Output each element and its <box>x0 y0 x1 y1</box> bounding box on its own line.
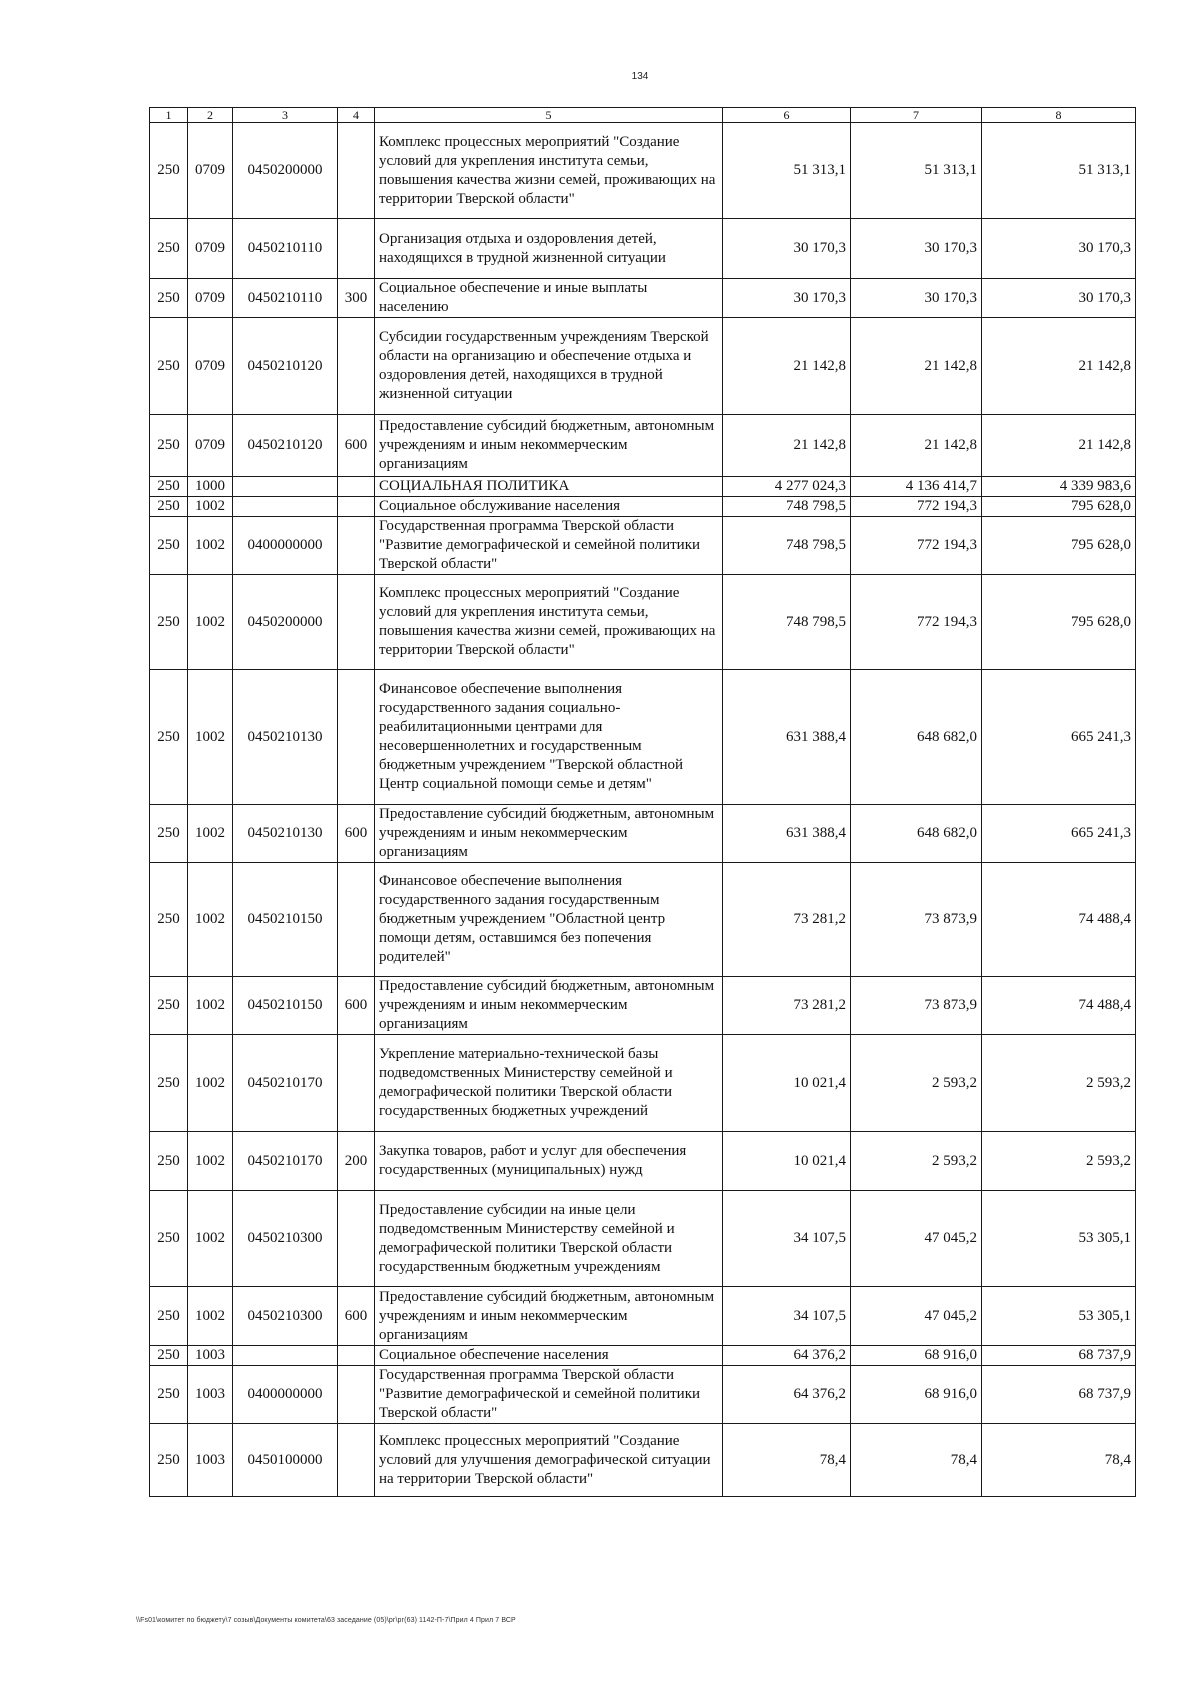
cell-amount-year-1: 64 376,2 <box>723 1346 851 1366</box>
cell-description: Предоставление субсидий бюджетным, автономным учреждениям и иным некоммерческим организациям <box>375 977 723 1035</box>
cell-target-article-code: 0450210120 <box>233 318 338 415</box>
cell-section-code: 0709 <box>188 318 233 415</box>
cell-admin-code: 250 <box>150 219 188 279</box>
col-header-6: 6 <box>723 108 851 123</box>
cell-amount-year-1: 748 798,5 <box>723 497 851 517</box>
cell-admin-code: 250 <box>150 977 188 1035</box>
cell-expense-type-code <box>338 1424 375 1497</box>
cell-expense-type-code: 200 <box>338 1132 375 1191</box>
cell-amount-year-2: 648 682,0 <box>851 670 982 805</box>
cell-description: СОЦИАЛЬНАЯ ПОЛИТИКА <box>375 477 723 497</box>
table-row <box>150 477 1136 497</box>
col-header-7: 7 <box>851 108 982 123</box>
cell-target-article-code: 0400000000 <box>233 517 338 575</box>
cell-expense-type-code <box>338 575 375 670</box>
table-row <box>150 318 1136 415</box>
cell-amount-year-2: 30 170,3 <box>851 279 982 318</box>
cell-description: Комплекс процессных мероприятий "Создание условий для укрепления института семьи, повышения качества жизни семей, проживающих на территории Тверской области" <box>375 575 723 670</box>
cell-expense-type-code <box>338 1191 375 1287</box>
cell-target-article-code: 0450210170 <box>233 1132 338 1191</box>
cell-amount-year-3: 21 142,8 <box>982 318 1136 415</box>
cell-admin-code: 250 <box>150 805 188 863</box>
cell-amount-year-2: 30 170,3 <box>851 219 982 279</box>
cell-expense-type-code <box>338 1346 375 1366</box>
col-header-3: 3 <box>233 108 338 123</box>
cell-description: Комплекс процессных мероприятий "Создание условий для улучшения демографической ситуации на территории Тверской области" <box>375 1424 723 1497</box>
cell-section-code: 0709 <box>188 219 233 279</box>
cell-amount-year-1: 10 021,4 <box>723 1035 851 1132</box>
cell-amount-year-2: 4 136 414,7 <box>851 477 982 497</box>
cell-description: Предоставление субсидий бюджетным, автономным учреждениям и иным некоммерческим организациям <box>375 1287 723 1346</box>
cell-expense-type-code: 600 <box>338 977 375 1035</box>
cell-amount-year-3: 30 170,3 <box>982 279 1136 318</box>
cell-target-article-code: 0450210120 <box>233 415 338 477</box>
table-row <box>150 415 1136 477</box>
table-row <box>150 1132 1136 1191</box>
cell-amount-year-2: 78,4 <box>851 1424 982 1497</box>
cell-amount-year-2: 68 916,0 <box>851 1366 982 1424</box>
cell-amount-year-1: 30 170,3 <box>723 279 851 318</box>
cell-admin-code: 250 <box>150 497 188 517</box>
cell-description: Финансовое обеспечение выполнения государственного задания государственным бюджетным учреждением "Областной центр помощи детям, оставшимся без попечения родителей" <box>375 863 723 977</box>
cell-target-article-code: 0450200000 <box>233 575 338 670</box>
cell-section-code: 1002 <box>188 497 233 517</box>
cell-admin-code: 250 <box>150 1035 188 1132</box>
cell-expense-type-code: 600 <box>338 1287 375 1346</box>
cell-amount-year-3: 4 339 983,6 <box>982 477 1136 497</box>
cell-section-code: 1002 <box>188 805 233 863</box>
cell-amount-year-1: 34 107,5 <box>723 1191 851 1287</box>
cell-section-code: 1000 <box>188 477 233 497</box>
cell-description: Государственная программа Тверской области "Развитие демографической и семейной политики Тверской области" <box>375 1366 723 1424</box>
cell-amount-year-1: 4 277 024,3 <box>723 477 851 497</box>
cell-amount-year-2: 648 682,0 <box>851 805 982 863</box>
cell-section-code: 1002 <box>188 575 233 670</box>
cell-expense-type-code <box>338 670 375 805</box>
cell-amount-year-2: 2 593,2 <box>851 1132 982 1191</box>
cell-target-article-code <box>233 1346 338 1366</box>
cell-expense-type-code <box>338 1366 375 1424</box>
cell-amount-year-1: 73 281,2 <box>723 863 851 977</box>
cell-expense-type-code <box>338 1035 375 1132</box>
cell-amount-year-2: 21 142,8 <box>851 415 982 477</box>
table-row <box>150 1346 1136 1366</box>
table-row <box>150 575 1136 670</box>
table-row <box>150 1424 1136 1497</box>
cell-admin-code: 250 <box>150 670 188 805</box>
cell-description: Предоставление субсидий бюджетным, автономным учреждениям и иным некоммерческим организациям <box>375 415 723 477</box>
cell-amount-year-3: 2 593,2 <box>982 1132 1136 1191</box>
cell-amount-year-1: 21 142,8 <box>723 415 851 477</box>
cell-admin-code: 250 <box>150 477 188 497</box>
cell-expense-type-code: 600 <box>338 805 375 863</box>
cell-amount-year-2: 21 142,8 <box>851 318 982 415</box>
cell-admin-code: 250 <box>150 863 188 977</box>
cell-admin-code: 250 <box>150 517 188 575</box>
cell-amount-year-1: 51 313,1 <box>723 123 851 219</box>
cell-amount-year-3: 68 737,9 <box>982 1346 1136 1366</box>
cell-section-code: 1003 <box>188 1346 233 1366</box>
cell-admin-code: 250 <box>150 1287 188 1346</box>
cell-target-article-code: 0450210300 <box>233 1191 338 1287</box>
table-row <box>150 670 1136 805</box>
table-row <box>150 805 1136 863</box>
cell-amount-year-2: 47 045,2 <box>851 1191 982 1287</box>
table-row <box>150 863 1136 977</box>
cell-section-code: 0709 <box>188 415 233 477</box>
cell-admin-code: 250 <box>150 123 188 219</box>
cell-target-article-code <box>233 477 338 497</box>
cell-amount-year-1: 78,4 <box>723 1424 851 1497</box>
cell-amount-year-3: 2 593,2 <box>982 1035 1136 1132</box>
cell-amount-year-3: 53 305,1 <box>982 1287 1136 1346</box>
cell-section-code: 0709 <box>188 279 233 318</box>
cell-section-code: 1003 <box>188 1366 233 1424</box>
cell-target-article-code: 0450100000 <box>233 1424 338 1497</box>
cell-admin-code: 250 <box>150 1191 188 1287</box>
cell-admin-code: 250 <box>150 279 188 318</box>
cell-amount-year-1: 631 388,4 <box>723 805 851 863</box>
cell-amount-year-1: 21 142,8 <box>723 318 851 415</box>
cell-amount-year-1: 73 281,2 <box>723 977 851 1035</box>
cell-admin-code: 250 <box>150 318 188 415</box>
cell-amount-year-1: 748 798,5 <box>723 517 851 575</box>
cell-expense-type-code <box>338 318 375 415</box>
cell-amount-year-3: 74 488,4 <box>982 863 1136 977</box>
cell-amount-year-3: 74 488,4 <box>982 977 1136 1035</box>
cell-amount-year-2: 772 194,3 <box>851 575 982 670</box>
cell-amount-year-2: 68 916,0 <box>851 1346 982 1366</box>
cell-section-code: 1002 <box>188 863 233 977</box>
cell-amount-year-3: 68 737,9 <box>982 1366 1136 1424</box>
cell-description: Укрепление материально-технической базы подведомственных Министерству семейной и демографической политики Тверской области государственных бюджетных учреждений <box>375 1035 723 1132</box>
cell-amount-year-2: 47 045,2 <box>851 1287 982 1346</box>
cell-target-article-code: 0400000000 <box>233 1366 338 1424</box>
cell-target-article-code <box>233 497 338 517</box>
table-row <box>150 977 1136 1035</box>
table-row <box>150 219 1136 279</box>
cell-admin-code: 250 <box>150 415 188 477</box>
cell-expense-type-code <box>338 517 375 575</box>
cell-description: Субсидии государственным учреждениям Тверской области на организацию и обеспечение отдыха и оздоровления детей, находящихся в трудной жизненной ситуации <box>375 318 723 415</box>
table-row <box>150 279 1136 318</box>
cell-target-article-code: 0450210110 <box>233 219 338 279</box>
cell-amount-year-3: 665 241,3 <box>982 805 1136 863</box>
table-header-row <box>150 108 1136 123</box>
col-header-8: 8 <box>982 108 1136 123</box>
cell-target-article-code: 0450210130 <box>233 805 338 863</box>
cell-section-code: 1003 <box>188 1424 233 1497</box>
col-header-2: 2 <box>188 108 233 123</box>
cell-admin-code: 250 <box>150 1366 188 1424</box>
cell-section-code: 1002 <box>188 1035 233 1132</box>
budget-table <box>149 107 1136 1497</box>
cell-description: Предоставление субсидии на иные цели подведомственным Министерству семейной и демографической политики Тверской области государственным бюджетным учреждениям <box>375 1191 723 1287</box>
cell-amount-year-2: 51 313,1 <box>851 123 982 219</box>
cell-target-article-code: 0450210150 <box>233 863 338 977</box>
cell-section-code: 1002 <box>188 670 233 805</box>
cell-target-article-code: 0450210170 <box>233 1035 338 1132</box>
cell-amount-year-3: 795 628,0 <box>982 575 1136 670</box>
cell-expense-type-code <box>338 219 375 279</box>
cell-section-code: 1002 <box>188 1132 233 1191</box>
table-body <box>150 123 1136 1497</box>
cell-description: Социальное обслуживание населения <box>375 497 723 517</box>
cell-target-article-code: 0450210110 <box>233 279 338 318</box>
cell-amount-year-3: 21 142,8 <box>982 415 1136 477</box>
cell-expense-type-code <box>338 863 375 977</box>
cell-section-code: 1002 <box>188 1287 233 1346</box>
cell-section-code: 1002 <box>188 977 233 1035</box>
col-header-4: 4 <box>338 108 375 123</box>
table-row <box>150 1287 1136 1346</box>
cell-expense-type-code <box>338 477 375 497</box>
cell-amount-year-1: 631 388,4 <box>723 670 851 805</box>
cell-description: Организация отдыха и оздоровления детей, находящихся в трудной жизненной ситуации <box>375 219 723 279</box>
cell-amount-year-2: 772 194,3 <box>851 517 982 575</box>
cell-target-article-code: 0450210150 <box>233 977 338 1035</box>
cell-amount-year-2: 772 194,3 <box>851 497 982 517</box>
cell-amount-year-2: 2 593,2 <box>851 1035 982 1132</box>
col-header-1: 1 <box>150 108 188 123</box>
cell-admin-code: 250 <box>150 1346 188 1366</box>
cell-section-code: 1002 <box>188 517 233 575</box>
cell-target-article-code: 0450200000 <box>233 123 338 219</box>
cell-target-article-code: 0450210300 <box>233 1287 338 1346</box>
cell-amount-year-3: 51 313,1 <box>982 123 1136 219</box>
cell-description: Государственная программа Тверской области "Развитие демографической и семейной политики Тверской области" <box>375 517 723 575</box>
table-row <box>150 1035 1136 1132</box>
footer-file-path: \\Fs01\комитет по бюджету\7 созыв\Документы комитета\63 заседание (05)\рг\рг(63) 1142-П-7\Прил 4 Прил 7 ВСР <box>136 1617 516 1624</box>
cell-expense-type-code <box>338 123 375 219</box>
cell-amount-year-2: 73 873,9 <box>851 977 982 1035</box>
cell-description: Комплекс процессных мероприятий "Создание условий для укрепления института семьи, повышения качества жизни семей, проживающих на территории Тверской области" <box>375 123 723 219</box>
cell-amount-year-1: 748 798,5 <box>723 575 851 670</box>
cell-amount-year-1: 34 107,5 <box>723 1287 851 1346</box>
cell-description: Финансовое обеспечение выполнения государственного задания социально-реабилитационными центрами для несовершеннолетних и государственным бюджетным учреждением "Тверской областной Центр социальной помощи семье и детям" <box>375 670 723 805</box>
cell-admin-code: 250 <box>150 1424 188 1497</box>
cell-amount-year-3: 30 170,3 <box>982 219 1136 279</box>
cell-amount-year-1: 10 021,4 <box>723 1132 851 1191</box>
table-row <box>150 1191 1136 1287</box>
cell-expense-type-code: 300 <box>338 279 375 318</box>
cell-description: Социальное обеспечение населения <box>375 1346 723 1366</box>
cell-amount-year-1: 64 376,2 <box>723 1366 851 1424</box>
col-header-5: 5 <box>375 108 723 123</box>
cell-expense-type-code <box>338 497 375 517</box>
cell-section-code: 0709 <box>188 123 233 219</box>
table-row <box>150 497 1136 517</box>
cell-description: Социальное обеспечение и иные выплаты населению <box>375 279 723 318</box>
table-row <box>150 1366 1136 1424</box>
table-row <box>150 123 1136 219</box>
cell-amount-year-2: 73 873,9 <box>851 863 982 977</box>
cell-amount-year-3: 795 628,0 <box>982 517 1136 575</box>
page-number: 134 <box>631 71 649 82</box>
cell-admin-code: 250 <box>150 575 188 670</box>
cell-admin-code: 250 <box>150 1132 188 1191</box>
cell-description: Предоставление субсидий бюджетным, автономным учреждениям и иным некоммерческим организациям <box>375 805 723 863</box>
cell-description: Закупка товаров, работ и услуг для обеспечения государственных (муниципальных) нужд <box>375 1132 723 1191</box>
cell-section-code: 1002 <box>188 1191 233 1287</box>
cell-amount-year-3: 795 628,0 <box>982 497 1136 517</box>
cell-amount-year-3: 78,4 <box>982 1424 1136 1497</box>
cell-amount-year-1: 30 170,3 <box>723 219 851 279</box>
cell-target-article-code: 0450210130 <box>233 670 338 805</box>
cell-amount-year-3: 53 305,1 <box>982 1191 1136 1287</box>
cell-expense-type-code: 600 <box>338 415 375 477</box>
cell-amount-year-3: 665 241,3 <box>982 670 1136 805</box>
table-row <box>150 517 1136 575</box>
